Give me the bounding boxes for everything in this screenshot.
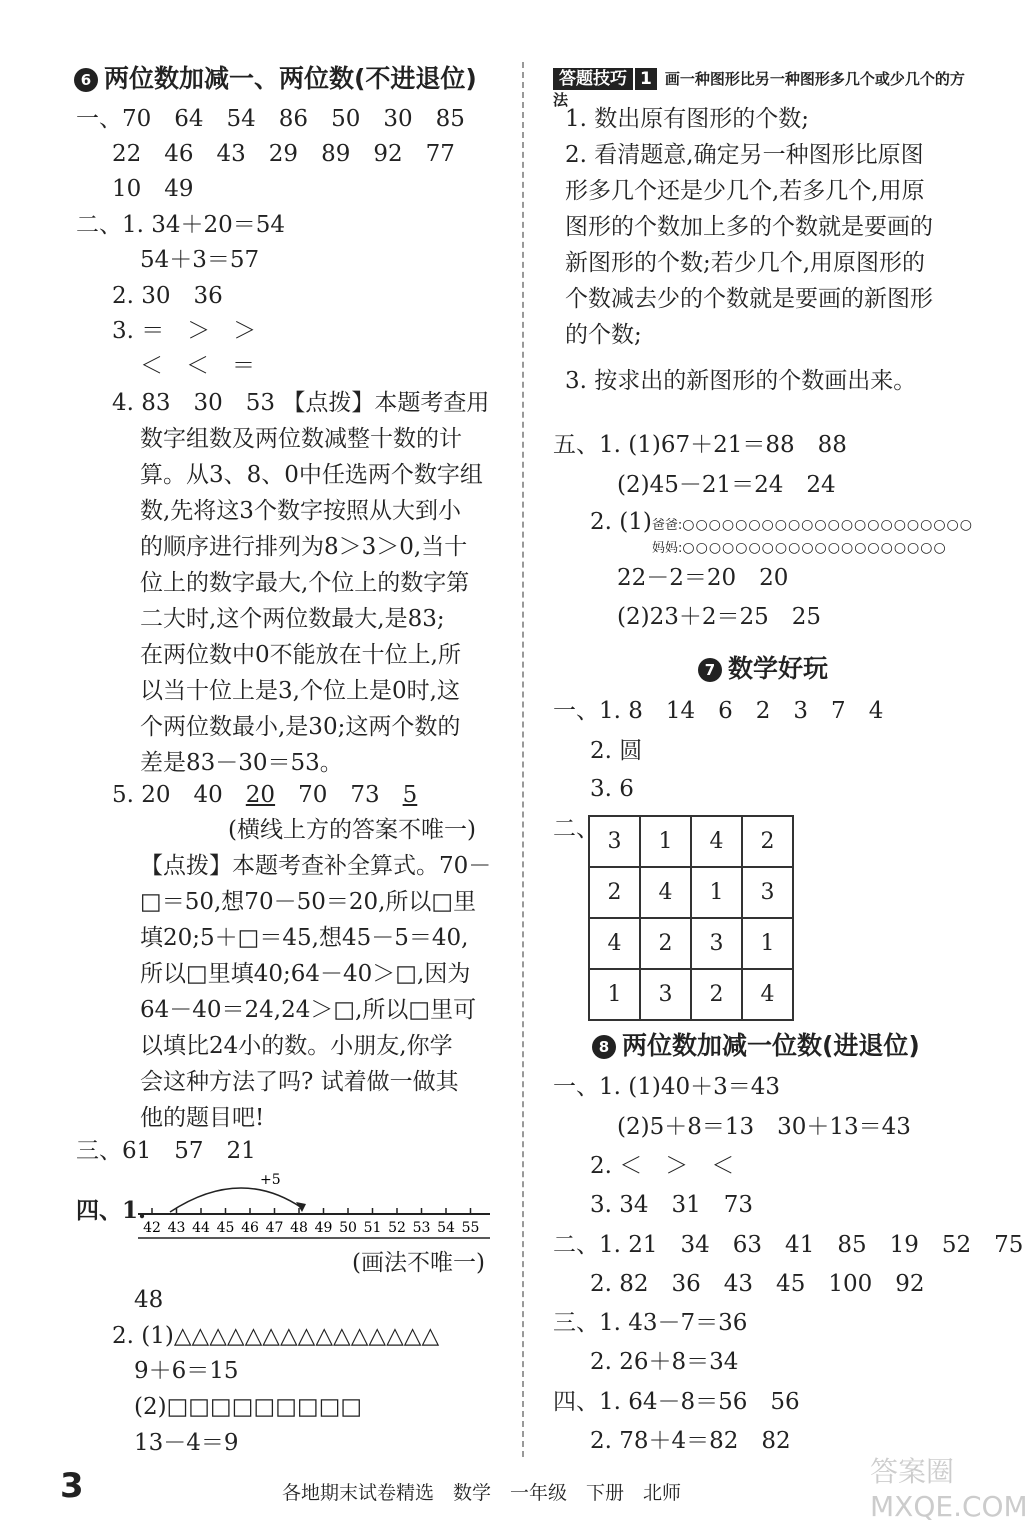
grid-row xyxy=(589,816,793,867)
tip-line: 所以□里填40;64－40＞□,因为 xyxy=(140,961,471,987)
grid-row xyxy=(589,969,793,1020)
tick-label: 49 xyxy=(314,1220,333,1236)
tick-label: 47 xyxy=(265,1220,284,1236)
method-line: 形多几个还是少几个,若多几个,用原 xyxy=(565,178,925,204)
grid-cell: 2 xyxy=(691,969,742,1020)
answer-line: 2. ＜ ＞ ＜ xyxy=(590,1153,735,1179)
answer-line: ＜ ＜ ＝ xyxy=(140,353,255,379)
grid-row xyxy=(589,867,793,918)
answer-line: 2. 82 36 43 45 100 92 xyxy=(590,1271,925,1297)
answer-line: (2)45－21＝24 24 xyxy=(617,472,836,498)
answer-line: 二、1. 34＋20＝54 xyxy=(76,212,286,238)
tip-line: 数字组数及两位数减整十数的计 xyxy=(140,426,462,452)
answer-line: 一、1. 8 14 6 2 3 7 4 xyxy=(553,698,884,724)
answer-line xyxy=(652,530,947,564)
tick-label: 54 xyxy=(437,1220,455,1236)
tip-line: 算。从3、8、0中任选两个数字组 xyxy=(140,462,483,488)
tip-line: 64－40＝24,24＞□,所以□里可 xyxy=(140,997,477,1023)
section-8-title xyxy=(592,1031,920,1061)
tip-line: 填20;5＋□＝45,想45－5＝40, xyxy=(140,925,469,951)
section-7-title xyxy=(698,654,828,684)
number-grid xyxy=(588,815,794,1021)
answer-line: 9＋6＝15 xyxy=(134,1358,239,1384)
grid-cell: 2 xyxy=(640,918,691,969)
grid-cell: 3 xyxy=(589,816,640,867)
section-8-title-text: 两位数加减一位数(进退位) xyxy=(622,1031,920,1060)
grid-cell: 4 xyxy=(589,918,640,969)
mama-label: 妈妈: xyxy=(652,541,683,556)
baba-circles: ○○○○○○○○○○○○○○○○○○○○○○ xyxy=(682,517,973,533)
answer-line: 一、70 64 54 86 50 30 85 xyxy=(76,106,465,132)
answer-line: 4. 83 30 53 【点拨】本题考查用 xyxy=(112,390,490,416)
section-7-number: 7 xyxy=(698,658,722,682)
answer-line: 22－2＝20 20 xyxy=(617,565,789,591)
grid-cell: 4 xyxy=(742,969,793,1020)
tip-key: 答题技巧 xyxy=(553,68,633,90)
grid-row xyxy=(589,918,793,969)
page-number: 3 xyxy=(60,1466,84,1506)
grid-cell: 1 xyxy=(742,918,793,969)
mama-circles: ○○○○○○○○○○○○○○○○○○○○ xyxy=(682,540,947,556)
grid-cell: 1 xyxy=(589,969,640,1020)
answer-line: 三、1. 43－7＝36 xyxy=(553,1310,748,1336)
watermark: 答案圈 MXQE.COM xyxy=(870,1455,1028,1523)
tip-title: 画一种图形比另一种图形多几个或少几个的方法 xyxy=(553,70,965,109)
number-line xyxy=(130,1168,500,1240)
method-line: 1. 数出原有图形的个数; xyxy=(565,106,810,132)
answer-line: 2. (1)△△△△△△△△△△△△△△△ xyxy=(112,1323,440,1349)
answer-line: 2. 78＋4＝82 82 xyxy=(590,1428,791,1454)
tick-label: 43 xyxy=(167,1220,186,1236)
tip-line: 位上的数字最大,个位上的数字第 xyxy=(140,570,470,596)
tip-header xyxy=(553,64,973,109)
tick-label: 46 xyxy=(241,1220,259,1236)
tip-line: 二大时,这个两位数最大,是83; xyxy=(140,606,445,632)
tip-line: 他的题目吧! xyxy=(140,1105,265,1131)
answer-line: 3. 6 xyxy=(590,776,634,802)
answer-line: 五、1. (1)67＋21＝88 88 xyxy=(553,432,847,458)
footer-text: 各地期末试卷精选 数学 一年级 下册 北师 xyxy=(282,1482,682,1504)
grid-cell: 1 xyxy=(691,867,742,918)
answer-label: 四、1. xyxy=(76,1197,147,1224)
section-6-number: 6 xyxy=(74,68,98,92)
tick-label: 45 xyxy=(216,1220,235,1236)
tip-line: 在两位数中0不能放在十位上,所 xyxy=(140,642,461,668)
tip-line: 以填比24小的数。小朋友,你学 xyxy=(140,1033,453,1059)
answer-text: 2. (1) xyxy=(590,509,652,535)
answer-line: 2. 26＋8＝34 xyxy=(590,1349,739,1375)
answer-line: (2)5＋8＝13 30＋13＝43 xyxy=(617,1114,911,1140)
grid-cell: 3 xyxy=(691,918,742,969)
tick-label: 55 xyxy=(461,1220,480,1236)
tip-line: 以当十位上是3,个位上是0时,这 xyxy=(140,678,460,704)
underlined-answer: 5 xyxy=(402,782,418,808)
grid-cell: 2 xyxy=(589,867,640,918)
tick-label: 51 xyxy=(363,1220,382,1236)
jump-arrowhead xyxy=(296,1202,306,1212)
method-line: 图形的个数加上多的个数就是要画的 xyxy=(565,214,933,240)
answer-line: 2. 30 36 xyxy=(112,283,223,309)
tick-label: 50 xyxy=(339,1220,357,1236)
answer-line: 二、 xyxy=(553,816,599,842)
tick-label: 53 xyxy=(412,1220,431,1236)
method-line: 的个数; xyxy=(565,322,642,348)
answer-line: (2)□□□□□□□□□ xyxy=(134,1394,363,1420)
answer-line xyxy=(112,780,417,810)
section-8-number: 8 xyxy=(592,1035,616,1059)
tip-line: 个两位数最小,是30;这两个数的 xyxy=(140,714,461,740)
tick-label: 52 xyxy=(388,1220,406,1236)
note-line: (横线上方的答案不唯一) xyxy=(228,817,476,843)
grid-cell: 4 xyxy=(640,867,691,918)
grid-cell: 3 xyxy=(640,969,691,1020)
answer-line: 二、1. 21 34 63 41 85 19 52 75 xyxy=(553,1232,1024,1258)
grid-cell: 2 xyxy=(742,816,793,867)
tick-label: 48 xyxy=(290,1220,308,1236)
answer-line: 48 xyxy=(134,1287,164,1313)
method-line: 3. 按求出的新图形的个数画出来。 xyxy=(565,368,917,394)
grid-cell: 3 xyxy=(742,867,793,918)
answer-line: (2)23＋2＝25 25 xyxy=(617,604,822,630)
note-line: (画法不唯一) xyxy=(352,1250,485,1276)
tip-line: □＝50,想70－50＝20,所以□里 xyxy=(140,889,477,915)
answer-line: 10 49 xyxy=(112,176,194,202)
answer-line: 四、1. 64－8＝56 56 xyxy=(553,1389,800,1415)
tick-group xyxy=(143,1208,479,1236)
tip-line: 数,先将这3个数字按照从大到小 xyxy=(140,498,461,524)
answer-line: 三、61 57 21 xyxy=(76,1138,256,1164)
method-line: 新图形的个数;若少几个,用原图形的 xyxy=(565,250,926,276)
section-6-title-text: 两位数加减一、两位数(不进退位) xyxy=(104,64,477,93)
tip-number: 1 xyxy=(635,68,657,90)
answer-line: 3. 34 31 73 xyxy=(590,1192,754,1218)
tip-line: 会这种方法了吗? 试着做一做其 xyxy=(140,1069,459,1095)
answer-line: 3. ＝ ＞ ＞ xyxy=(112,318,257,344)
answer-text: 70 73 xyxy=(275,782,403,808)
jump-arc xyxy=(170,1188,302,1212)
method-line: 2. 看清题意,确定另一种图形比原图 xyxy=(565,142,924,168)
number-grid-body xyxy=(589,816,793,1020)
baba-label: 爸爸: xyxy=(651,518,683,533)
grid-cell: 4 xyxy=(691,816,742,867)
grid-cell: 1 xyxy=(640,816,691,867)
answer-text: 5. 20 40 xyxy=(112,782,246,808)
tick-label: 44 xyxy=(192,1220,210,1236)
tip-line: 差是83－30＝53。 xyxy=(140,750,343,776)
tick-label: 42 xyxy=(143,1220,161,1236)
answer-line: 13－4＝9 xyxy=(134,1430,239,1456)
column-divider xyxy=(522,62,524,1457)
answer-line: 2. 圆 xyxy=(590,738,643,764)
answer-line: 54＋3＝57 xyxy=(140,247,260,273)
tip-line: 【点拨】本题考查补全算式。70－ xyxy=(140,853,492,879)
answer-line: 22 46 43 29 89 92 77 xyxy=(112,141,455,167)
tip-line: 的顺序进行排列为8＞3＞0,当十 xyxy=(140,534,468,560)
section-7-title-text: 数学好玩 xyxy=(728,654,829,683)
answer-line: 一、1. (1)40＋3＝43 xyxy=(553,1074,781,1100)
underlined-answer: 20 xyxy=(245,782,276,808)
method-line: 个数减去少的个数就是要画的新图形 xyxy=(565,286,933,312)
jump-label: +5 xyxy=(260,1172,281,1188)
section-6-title xyxy=(74,64,477,94)
